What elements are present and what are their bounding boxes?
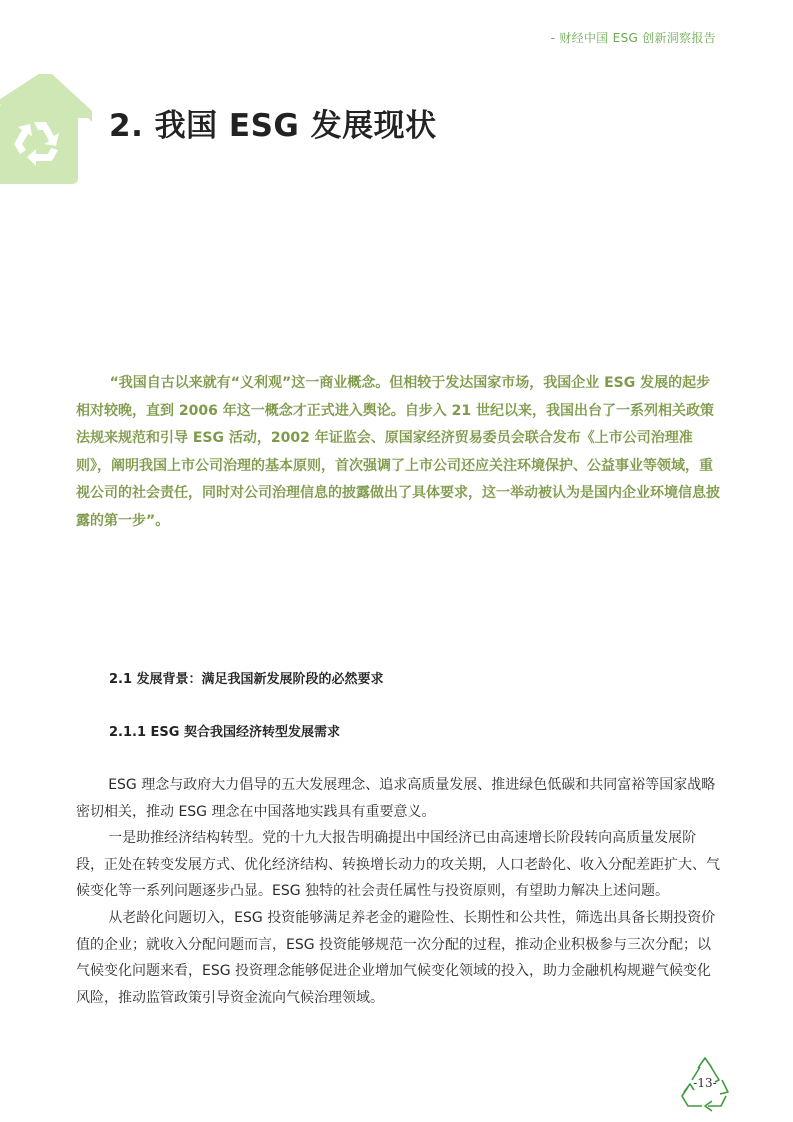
paragraph: ESG 理念与政府大力倡导的五大发展理念、追求高质量发展、推进绿色低碳和共同富裕等国家战略密切相关，推动 ESG 理念在中国落地实践具有重要意义。 <box>76 777 716 820</box>
intro-quote: “我国自古以来就有“义利观”这一商业概念。但相较于发达国家市场，我国企业 ESG 发展的起步相对较晚，直到 2006 年这一概念才正式进入舆论。自步入 21 世纪以来，我国出台了一系列相关政策法规来规范和引导 ESG 活动，2002 年证监会、原国家经济贸易委员会联合发布《上市公司治理准则》，阐明我国上市公司治理的基本原则，首次强调了上市公司还应关注环境保护、公益事业等领域，重视公司的社会责任，同时对公司治理信息的披露做出了具体要求，这一举动被认为是国内企业环境信息披露的第一步”。 <box>76 375 720 529</box>
report-name: - 财经中国 ESG 创新洞察报告 <box>550 31 716 45</box>
section-heading-2-1-1: 2.1.1 ESG 契合我国经济转型发展需求 <box>109 725 340 740</box>
section-heading-2-1: 2.1 发展背景：满足我国新发展阶段的必然要求 <box>109 672 384 687</box>
paragraph: 从老龄化问题切入，ESG 投资能够满足养老金的避险性、长期性和公共性，筛选出具备长期投资价值的企业；就收入分配问题而言，ESG 投资能够规范一次分配的过程，推动企业积极参与三次分配；以气候变化问题来看，ESG 投资理念能够促进企业增加气候变化领域的投入，助力金融机构规避气候变化风险，推动监管政策引导资金流向气候治理领域。 <box>76 909 716 1006</box>
house-recycle-icon <box>0 74 92 184</box>
paragraph: 一是助推经济结构转型。党的十九大报告明确提出中国经济已由高速增长阶段转向高质量发展阶段，正处在转变发展方式、优化经济结构、转换增长动力的攻关期，人口老龄化、收入分配差距扩大、气候变化等一系列问题逐步凸显。ESG 独特的社会责任属性与投资原则，有望助力解决上述问题。 <box>76 830 720 900</box>
body-text <box>76 772 720 1011</box>
page-number-badge <box>678 1056 732 1112</box>
page-number: -13- <box>693 1076 717 1090</box>
chapter-title: 2. 我国 ESG 发展现状 <box>109 108 437 144</box>
